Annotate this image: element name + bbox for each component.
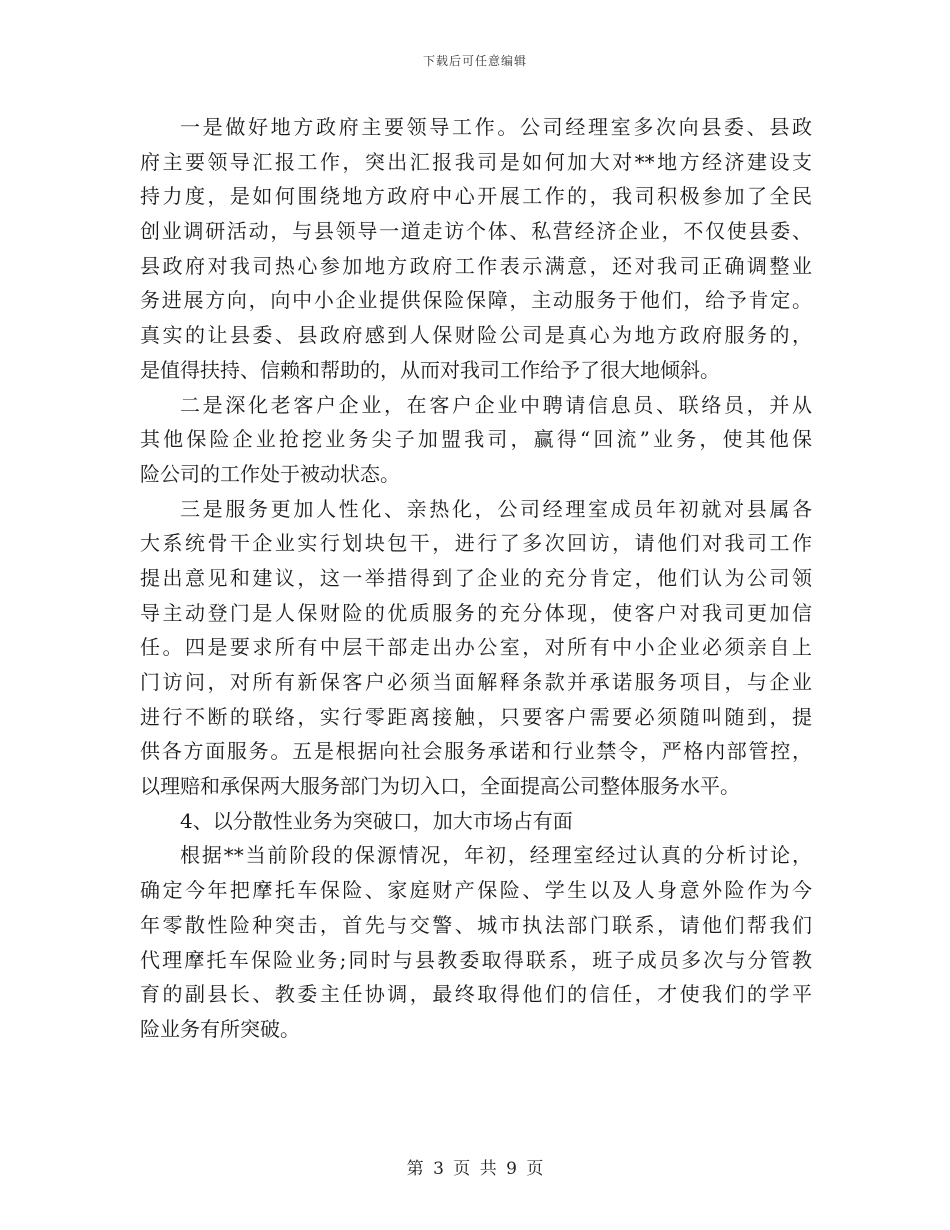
text-line: 真实的让县委、县政府感到人保财险公司是真心为地方政府服务的， xyxy=(140,323,812,348)
text-line: 三是服务更加人性化、亲热化，公司经理室成员年初就对县属各 xyxy=(180,496,812,521)
text-line: 4、以分散性业务为突破口，加大市场占有面 xyxy=(180,808,573,833)
text-line: 持力度，是如何围绕地方政府中心开展工作的，我司积极参加了全民 xyxy=(140,184,812,209)
text-line: 代理摩托车保险业务;同时与县教委取得联系，班子成员多次与分管教 xyxy=(140,947,812,972)
text-line: 提出意见和建议，这一举措得到了企业的充分肯定，他们认为公司领 xyxy=(140,565,812,590)
page-header: 下载后可任意编辑 xyxy=(422,54,527,68)
text-line: 险业务有所突破。 xyxy=(140,1016,300,1041)
paragraph-5 xyxy=(140,838,812,1046)
text-line: 导主动登门是人保财险的优质服务的充分体现，使客户对我司更加信 xyxy=(140,600,812,625)
text-line: 供各方面服务。五是根据向社会服务承诺和行业禁令，严格内部管控， xyxy=(140,739,812,764)
text-line: 县政府对我司热心参加地方政府工作表示满意，还对我司正确调整业 xyxy=(140,253,812,278)
text-line: 务进展方向，向中小企业提供保险保障，主动服务于他们，给予肯定。 xyxy=(140,288,812,313)
text-line: 创业调研活动，与县领导一道走访个体、私营经济企业，不仅使县委、 xyxy=(140,219,812,244)
text-line: 险公司的工作处于被动状态。 xyxy=(140,461,400,486)
text-line: 门访问，对所有新保客户必须当面解释条款并承诺服务项目，与企业 xyxy=(140,670,812,694)
paragraph-1 xyxy=(140,110,812,388)
text-line: 府主要领导汇报工作，突出汇报我司是如何加大对**地方经济建设支 xyxy=(140,149,812,174)
document-body xyxy=(140,110,812,1047)
text-line: 任。四是要求所有中层干部走出办公室，对所有中小企业必须亲自上 xyxy=(140,635,812,660)
paragraph-3 xyxy=(140,492,812,804)
text-line: 一是做好地方政府主要领导工作。公司经理室多次向县委、县政 xyxy=(180,115,812,139)
text-line: 是值得扶持、信赖和帮助的，从而对我司工作给予了很大地倾斜。 xyxy=(140,357,720,382)
paragraph-2 xyxy=(140,388,812,492)
text-line: 进行不断的联络，实行零距离接触，只要客户需要必须随叫随到，提 xyxy=(140,704,812,729)
text-line: 确定今年把摩托车保险、家庭财产保险、学生以及人身意外险作为今 xyxy=(140,878,812,903)
text-line: 年零散性险种突击，首先与交警、城市执法部门联系，请他们帮我们 xyxy=(140,912,812,937)
section-heading xyxy=(140,804,812,839)
text-line: 育的副县长、教委主任协调，最终取得他们的信任，才使我们的学平 xyxy=(140,982,812,1007)
page-footer: 第 3 页 共 9 页 xyxy=(406,1159,544,1179)
text-line: 根据**当前阶段的保源情况，年初，经理室经过认真的分析讨论， xyxy=(180,843,812,868)
text-line: 大系统骨干企业实行划块包干，进行了多次回访，请他们对我司工作 xyxy=(140,531,812,556)
text-line: 其他保险企业抢挖业务尖子加盟我司，赢得“回流”业务，使其他保 xyxy=(140,427,812,452)
text-line: 以理赔和承保两大服务部门为切入口，全面提高公司整体服务水平。 xyxy=(140,774,740,799)
text-line: 二是深化老客户企业，在客户企业中聘请信息员、联络员，并从 xyxy=(180,392,812,417)
